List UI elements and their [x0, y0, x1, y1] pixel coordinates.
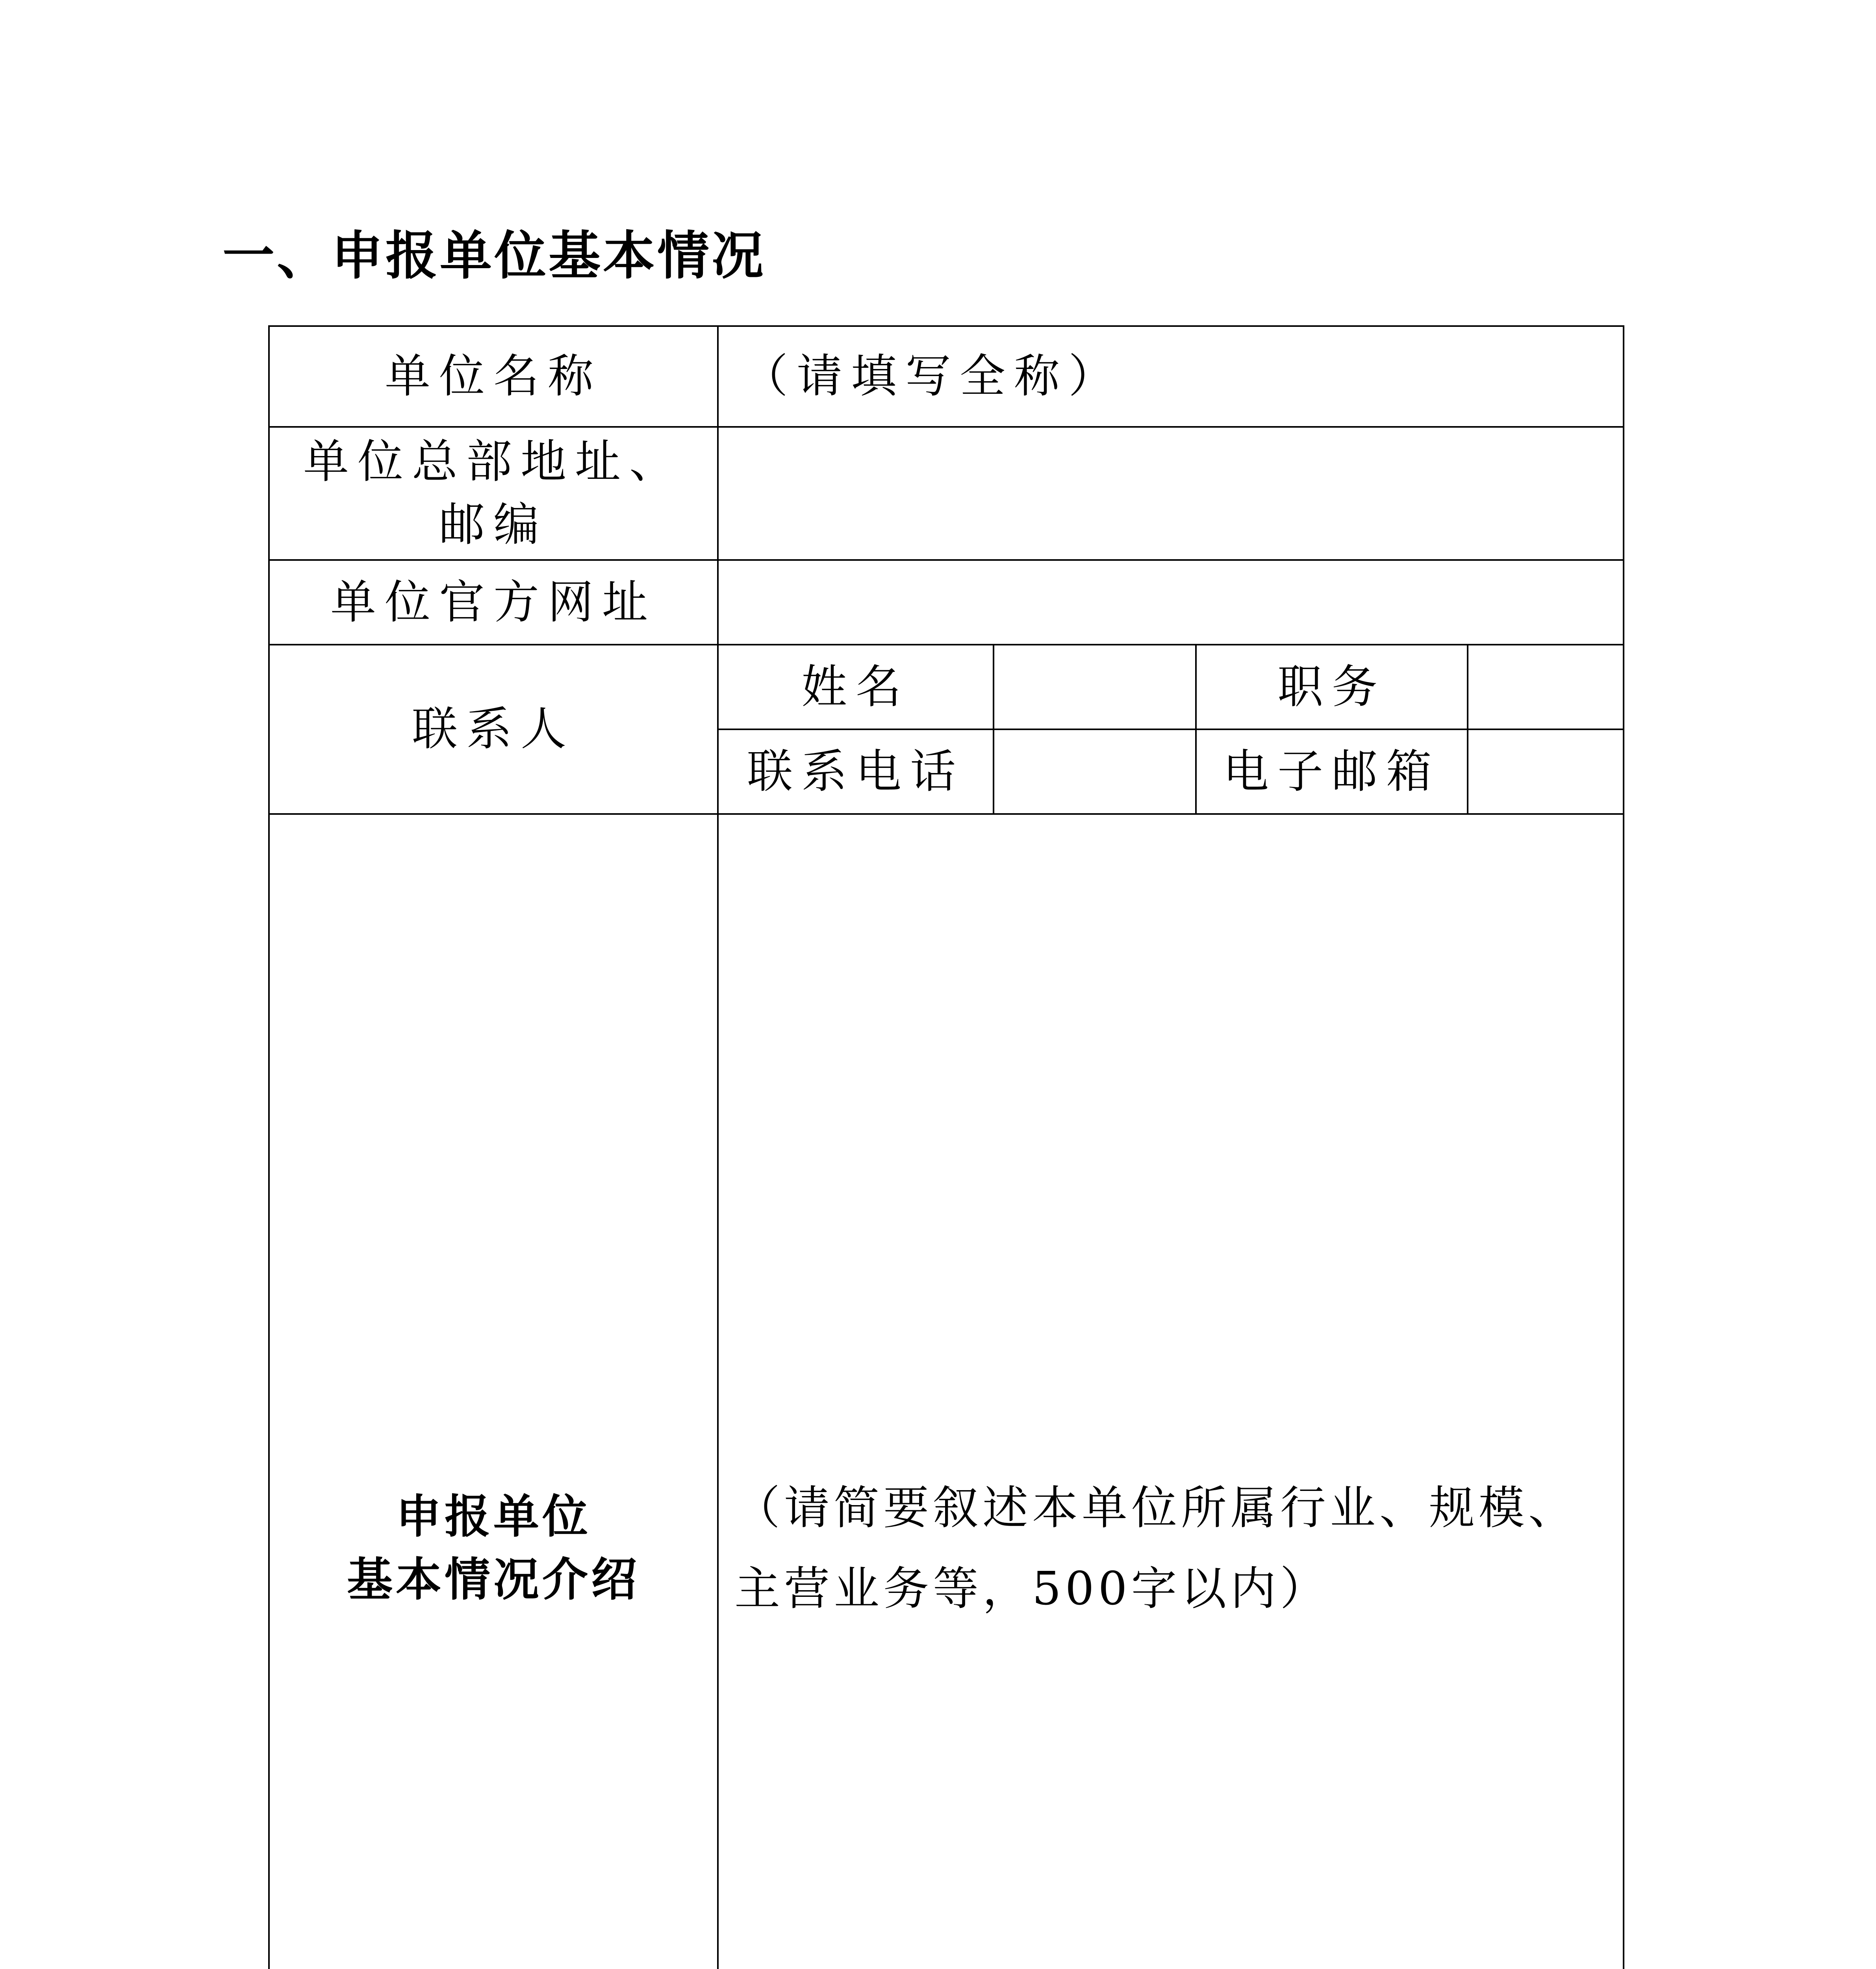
- hq-address-label-line1: 单位总部地址、: [303, 435, 684, 488]
- intro-hint-line2: 主营业务等，500字以内）: [734, 1562, 1330, 1615]
- hq-address-label-line2: 邮编: [439, 498, 548, 551]
- intro-hint-line1: （请简要叙述本单位所属行业、规模、: [734, 1481, 1578, 1535]
- row-website: [269, 560, 1624, 645]
- contact-email-label: 电子邮箱: [1196, 729, 1468, 814]
- hq-address-field[interactable]: [718, 427, 1624, 560]
- intro-label-line2: 基本情况介绍: [347, 1553, 640, 1606]
- contact-position-field[interactable]: [1468, 645, 1624, 729]
- intro-field[interactable]: [718, 814, 1624, 1969]
- contact-email-field[interactable]: [1468, 729, 1624, 814]
- website-label: 单位官方网址: [269, 560, 718, 645]
- row-contact-name: [269, 645, 1624, 729]
- hq-address-label: [269, 427, 718, 560]
- section-title: 一、申报单位基本情况: [222, 226, 766, 286]
- contact-label: 联系人: [269, 645, 718, 814]
- unit-name-label: 单位名称: [269, 326, 718, 427]
- applicant-info-form: [268, 325, 1624, 1969]
- contact-name-field[interactable]: [994, 645, 1196, 729]
- unit-name-field[interactable]: （请填写全称）: [718, 326, 1624, 427]
- contact-phone-label: 联系电话: [718, 729, 994, 814]
- contact-name-label: 姓名: [718, 645, 994, 729]
- website-field[interactable]: [718, 560, 1624, 645]
- intro-label: [269, 814, 718, 1969]
- row-intro: [269, 814, 1624, 1969]
- contact-phone-field[interactable]: [994, 729, 1196, 814]
- intro-label-line1: 申报单位: [396, 1490, 591, 1543]
- contact-position-label: 职务: [1196, 645, 1468, 729]
- row-unit-name: [269, 326, 1624, 427]
- row-hq-address: [269, 427, 1624, 560]
